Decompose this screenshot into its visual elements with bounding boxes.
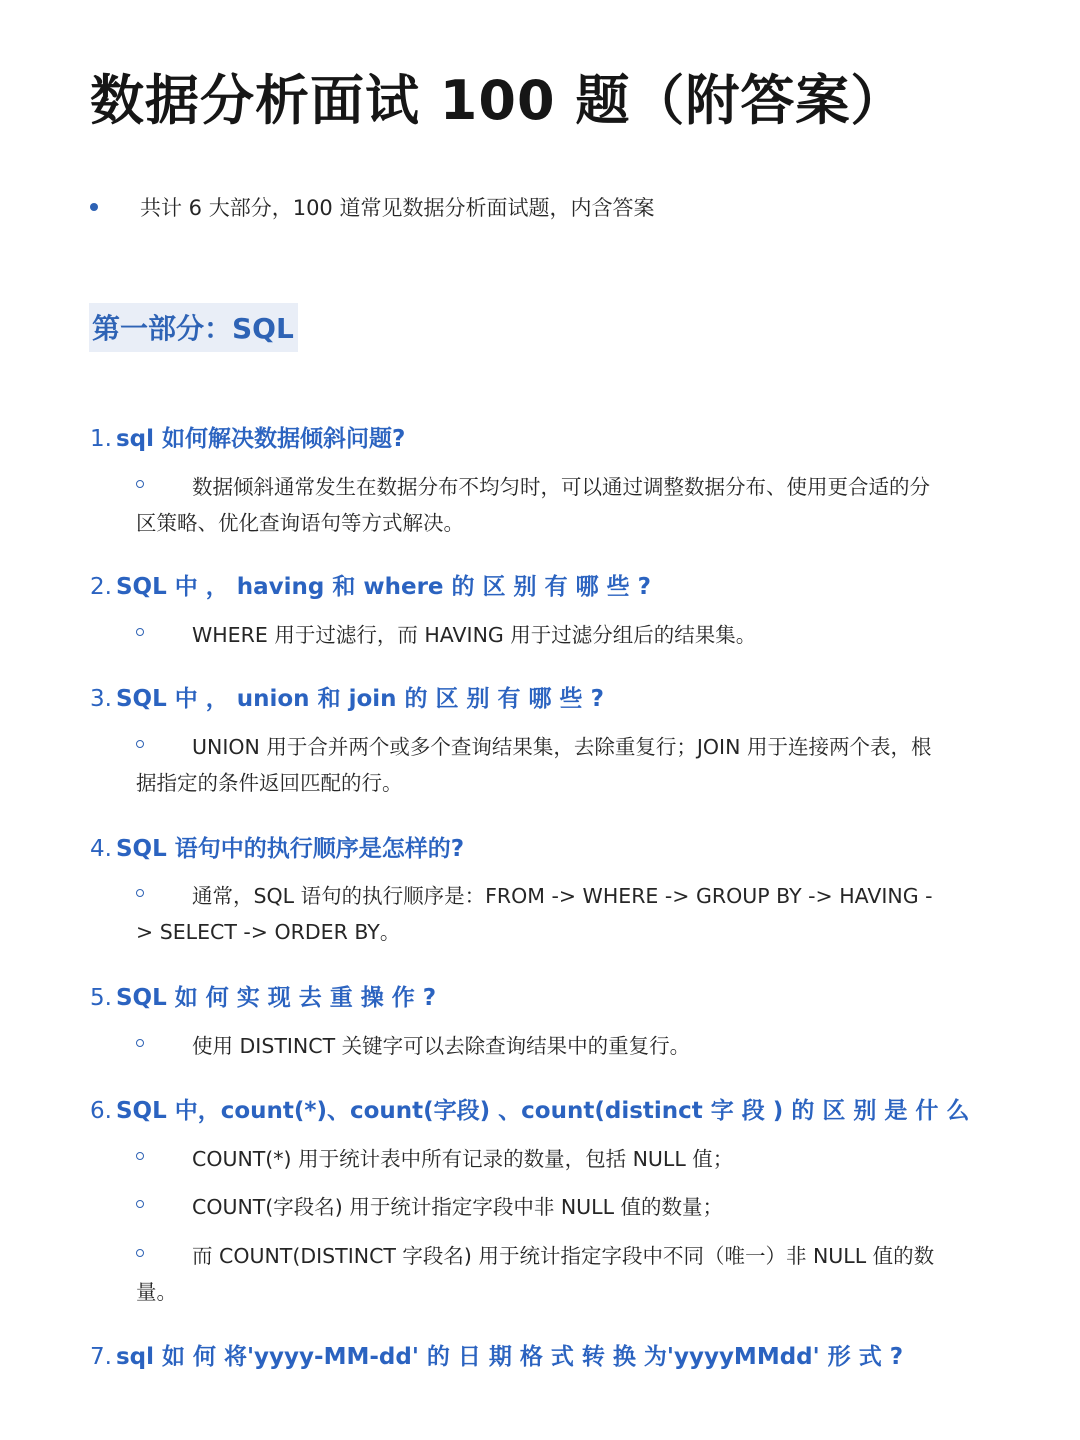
hollow-bullet-icon [136,1152,144,1160]
hollow-bullet-icon [136,889,144,897]
answer-text: 而 COUNT(DISTINCT 字段名) 用于统计指定字段中不同（唯一）非 NULL 值的数量。 [136,1244,935,1304]
summary-text: 共计 6 大部分，100 道常见数据分析面试题，内含答案 [140,196,655,220]
section-heading: 第一部分：SQL [89,303,298,352]
question-number: 3. [90,686,112,712]
question-number: 1. [90,426,112,452]
question-text: sql 如 何 将'yyyy-MM-dd' 的 日 期 格 式 转 换 为'yyyyMMdd' 形 式 ? [115,1344,904,1370]
question-text: SQL 语句中的执行顺序是怎样的? [115,836,465,862]
answer-item [136,1238,936,1310]
answer-item [136,469,936,541]
question-number: 5. [90,985,112,1011]
question-text: sql 如何解决数据倾斜问题? [115,426,406,452]
hollow-bullet-icon [136,480,144,488]
question-heading-3 [90,680,604,713]
answer-text: COUNT(字段名) 用于统计指定字段中非 NULL 值的数量； [192,1195,724,1219]
question-number: 7. [90,1344,112,1370]
question-text: SQL 中，count(*)、count(字段) 、count(distinct 字 段 ) 的 区 别 是 什 么 [115,1098,970,1124]
answer-item [136,617,936,653]
answer-item [136,878,936,950]
bullet-dot-icon [90,203,98,211]
question-heading-6 [90,1092,969,1125]
question-number: 2. [90,574,112,600]
document-title: 数据分析面试 100 题（附答案） [90,69,906,132]
question-heading-4 [90,830,464,863]
answer-text: UNION 用于合并两个或多个查询结果集，去除重复行；JOIN 用于连接两个表，根据指定的条件返回匹配的行。 [136,735,932,795]
answer-item [136,1028,936,1064]
question-heading-1 [90,420,405,453]
question-heading-7 [90,1338,903,1371]
question-text: SQL 如 何 实 现 去 重 操 作 ? [115,985,437,1011]
hollow-bullet-icon [136,628,144,636]
question-text: SQL 中 ， union 和 join 的 区 别 有 哪 些 ? [115,686,604,712]
question-heading-2 [90,568,651,601]
hollow-bullet-icon [136,1249,144,1257]
answer-text: WHERE 用于过滤行，而 HAVING 用于过滤分组后的结果集。 [192,623,757,647]
answer-text: 通常，SQL 语句的执行顺序是：FROM -> WHERE -> GROUP BY -> HAVING -> SELECT -> ORDER BY。 [136,884,933,944]
question-text: SQL 中 ， having 和 where 的 区 别 有 哪 些 ? [115,574,651,600]
hollow-bullet-icon [136,1039,144,1047]
answer-item [136,729,936,801]
answer-text: 数据倾斜通常发生在数据分布不均匀时，可以通过调整数据分布、使用更合适的分区策略、优化查询语句等方式解决。 [136,475,930,535]
answer-item [136,1141,936,1177]
hollow-bullet-icon [136,1200,144,1208]
hollow-bullet-icon [136,740,144,748]
summary-line [90,192,654,222]
question-number: 4. [90,836,112,862]
question-number: 6. [90,1098,112,1124]
answer-item [136,1189,936,1225]
answer-text: COUNT(*) 用于统计表中所有记录的数量，包括 NULL 值； [192,1147,734,1171]
question-heading-5 [90,979,436,1012]
answer-text: 使用 DISTINCT 关键字可以去除查询结果中的重复行。 [192,1034,691,1058]
